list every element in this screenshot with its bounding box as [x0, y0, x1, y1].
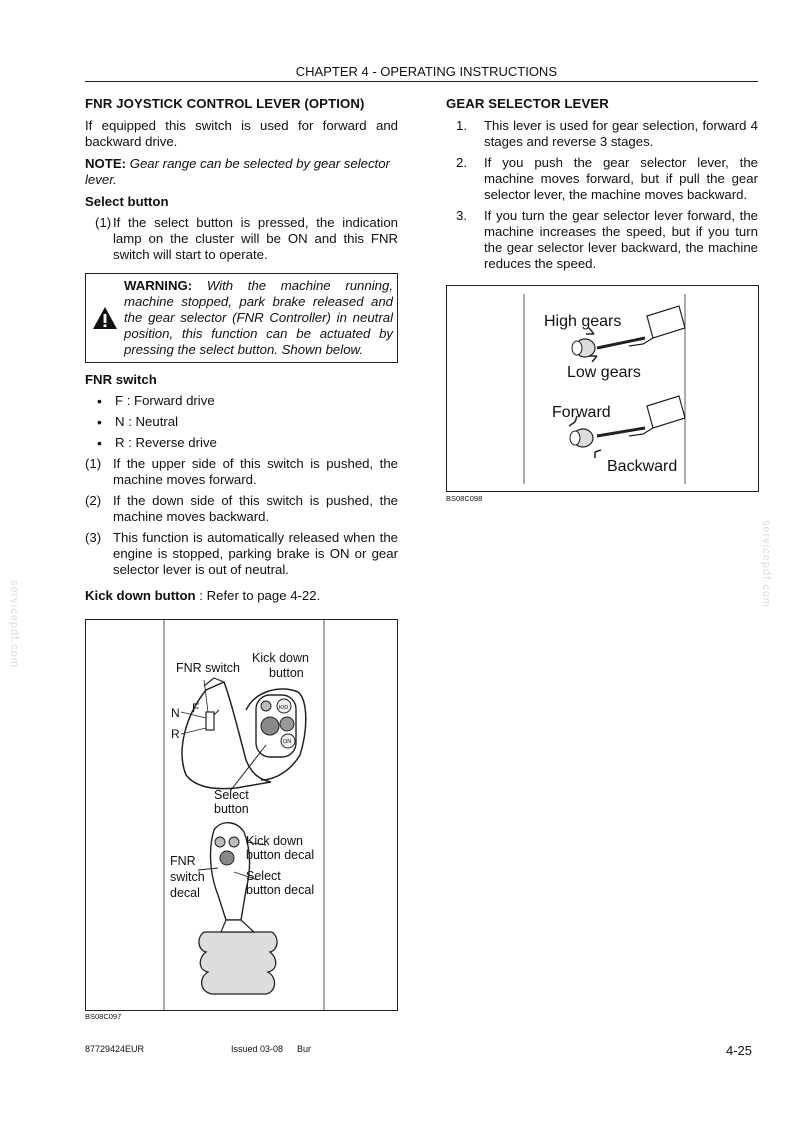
gear-item	[446, 118, 758, 150]
low-gears-label: Low gears	[567, 364, 641, 381]
fnr-joystick-figure	[85, 619, 398, 1011]
fnr-item	[85, 493, 398, 525]
warning-text: With the machine running, machine stopped, park brake released and the gear selector (FNR Controller) in neutral position, this function can be actuated by pressing the select button. Shown below.	[124, 278, 393, 357]
fnr-decal-label-1: FNR	[170, 854, 196, 868]
item-text: This lever is used for gear selection, forward 4 stages and reverse 3 stages.	[484, 118, 758, 149]
kick-down-decal-label-2: button decal	[246, 848, 315, 862]
item-number: 1.	[456, 118, 467, 133]
footer-language: Bur	[297, 1044, 312, 1054]
kd-button-text: K/D	[279, 705, 289, 711]
forward-label: Forward	[552, 404, 611, 421]
fnr-switch-heading: FNR switch	[85, 372, 157, 387]
bullet-dot: •	[97, 414, 102, 430]
kick-down-label-1: Kick down	[252, 651, 309, 665]
item-number: 3.	[456, 208, 467, 223]
fnr-item	[85, 530, 398, 578]
on-button-text: ON	[283, 739, 292, 745]
select-button-heading: Select button	[85, 194, 169, 209]
chapter-header	[85, 64, 758, 82]
note	[85, 156, 398, 188]
chapter-title: CHAPTER 4 - OPERATING INSTRUCTIONS	[295, 64, 557, 79]
backward-label: Backward	[607, 458, 678, 475]
n-label: N	[171, 706, 180, 720]
item-text: If you turn the gear selector lever forward, the machine increases the speed, but if you turn the gear selector lever backward, the machine reduces the speed.	[484, 208, 758, 271]
bullet-dot: •	[97, 435, 102, 451]
bullet-text: N : Neutral	[115, 414, 179, 429]
left-column	[85, 96, 398, 610]
fnr-joystick-illustration	[86, 620, 397, 1010]
footer-doc-number: 87729424EUR	[85, 1044, 145, 1054]
item-number: (1)	[95, 215, 112, 230]
select-item	[85, 215, 398, 263]
fnr-switch-label: FNR switch	[176, 661, 240, 675]
figure-caption-left: BS08C097	[85, 1012, 122, 1021]
warning-box	[85, 273, 398, 363]
footer-issued: Issued 03-08	[231, 1044, 284, 1054]
item-text: This function is automatically released when the engine is stopped, parking brake is ON or gear selector lever is out of neutral.	[113, 530, 398, 577]
gear-selector-title: GEAR SELECTOR LEVER	[446, 96, 609, 111]
page-number: 4-25	[726, 1043, 753, 1058]
select-decal-label-1: Select	[246, 869, 281, 883]
item-text: If you push the gear selector lever, the machine moves forward, but if pull the gear selector lever, the machine moves backward.	[484, 155, 758, 202]
gear-selector-illustration	[447, 286, 758, 491]
item-number: (1)	[85, 456, 102, 471]
gear-item	[446, 208, 758, 272]
item-text: If the select button is pressed, the indication lamp on the cluster will be ON and this FNR switch will start to operate.	[113, 215, 398, 262]
warning-triangle-icon	[86, 278, 124, 358]
warning-label: WARNING:	[124, 278, 193, 293]
gear-selector-figure	[446, 285, 759, 492]
bullet-text: F : Forward drive	[115, 393, 215, 408]
select-label-2: button	[214, 802, 249, 816]
watermark-left: servicepdf.com	[8, 580, 20, 668]
bullet-text: R : Reverse drive	[115, 435, 217, 450]
bullet-item	[85, 435, 398, 451]
watermark-right: servicepdf.com	[760, 520, 772, 608]
select-label-1: Select	[214, 788, 249, 802]
note-text: Gear range can be selected by gear selector lever.	[85, 156, 390, 187]
fnr-decal-label-3: decal	[170, 886, 200, 900]
fnr-item	[85, 456, 398, 488]
f-label: F	[192, 701, 200, 715]
bullet-dot: •	[97, 393, 102, 409]
warning-text-block	[124, 278, 393, 358]
bullet-item	[85, 393, 398, 409]
r-label: R	[171, 727, 180, 741]
item-number: (2)	[85, 493, 102, 508]
bullet-item	[85, 414, 398, 430]
kick-down-decal-label-1: Kick down	[246, 834, 303, 848]
right-column	[446, 96, 758, 277]
item-number: (3)	[85, 530, 102, 545]
fnr-intro: If equipped this switch is used for forward and backward drive.	[85, 118, 398, 149]
select-decal-label-2: button decal	[246, 883, 315, 897]
item-text: If the upper side of this switch is pushed, the machine moves forward.	[113, 456, 398, 487]
figure-caption-right: BS08C098	[446, 494, 483, 503]
fnr-joystick-title: FNR JOYSTICK CONTROL LEVER (OPTION)	[85, 96, 365, 111]
kick-down-label: Kick down button	[85, 588, 196, 603]
fnr-decal-label-2: switch	[170, 870, 205, 884]
gear-item	[446, 155, 758, 203]
item-text: If the down side of this switch is pushed, the machine moves backward.	[113, 493, 398, 524]
item-number: 2.	[456, 155, 467, 170]
kick-down-reference	[85, 588, 398, 604]
kick-down-text: : Refer to page 4-22.	[195, 588, 321, 603]
kick-down-label-2: button	[269, 666, 304, 680]
note-label: NOTE:	[85, 156, 127, 171]
high-gears-label: High gears	[544, 313, 622, 330]
